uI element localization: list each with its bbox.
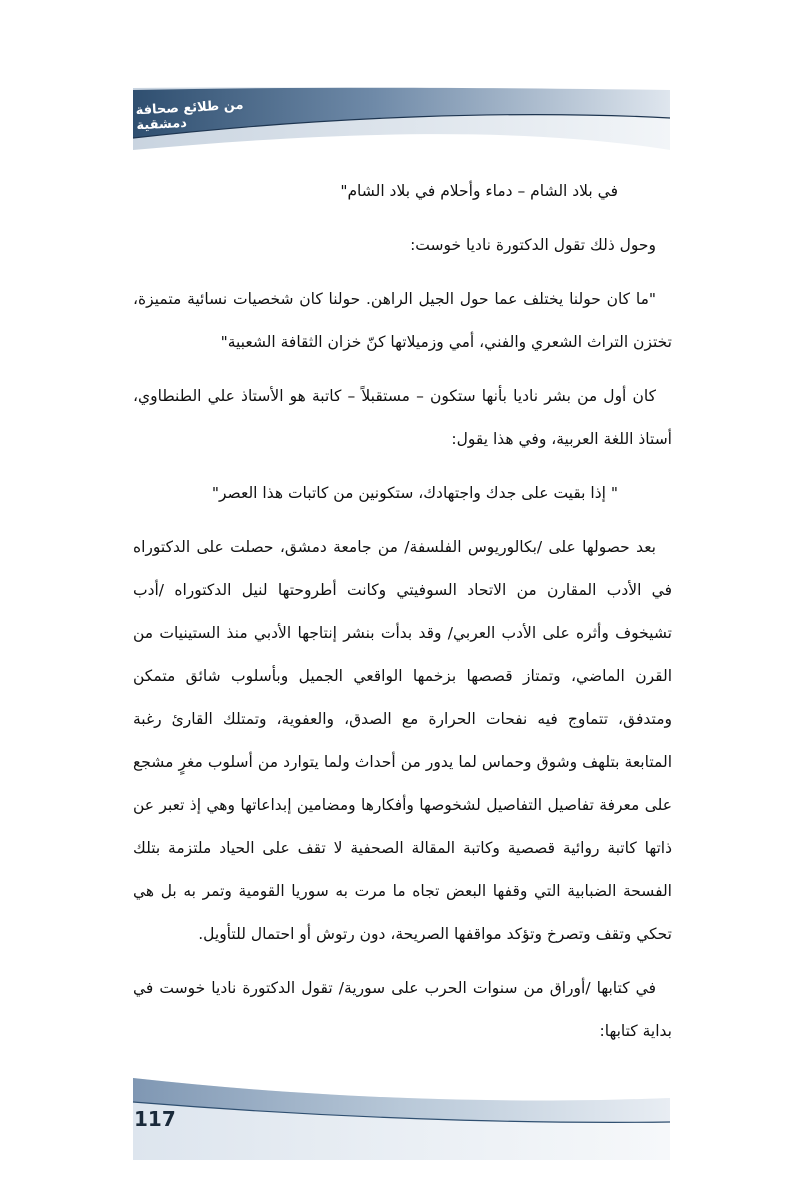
paragraph-4: كان أول من بشر ناديا بأنها ستكون – مستقبلاً – كاتبة هو الأستاذ علي الطنطاوي، أستاذ اللغة العربية، وفي هذا يقول:: [133, 387, 672, 448]
footer-swoosh-band: [0, 1060, 803, 1160]
paragraph-3: "ما كان حولنا يختلف عما حول الجيل الراهن. حولنا كان شخصيات نسائية متميزة، تختزن التراث الشعري والفني، أمي وزميلاتها كنّ خزان الثقافة الشعبية": [133, 290, 672, 351]
header-swoosh-band: [0, 0, 803, 170]
paragraph-7: في كتابها /أوراق من سنوات الحرب على سورية/ تقول الدكتورة ناديا خوست في بداية كتابها:: [133, 979, 672, 1040]
paragraph-1: في بلاد الشام – دماء وأحلام في بلاد الشام": [340, 182, 618, 200]
paragraph-6: بعد حصولها على /بكالوريوس الفلسفة/ من جامعة دمشق، حصلت على الدكتوراه في الأدب المقارن من الاتحاد السوفيتي وكانت أطروحتها لنيل الدكتوراه /أدب تشيخوف وأثره على الأدب العربي/ وقد بدأت بنشر إنتاجها الأدبي منذ الستينيات من القرن الماضي، وتمتاز قصصها بزخمها الواقعي الجميل وبأسلوب شائق متمكن ومتدفق، تتماوج فيه نفحات الحرارة مع الصدق، والعفوية، وتمتلك القارئ رغبة المتابعة بتلهف وشوق وحماس لما يدور من أحداث ولما يتوارد من أسلوب مغرٍ مشجع على معرفة تفاصيل التفاصيل لشخوصها وأفكارها ومضامين إبداعاتها وهي إذ تعبر عن ذاتها كاتبة روائية قصصية وكاتبة المقالة الصحفية لا تقف على الحياد ملتزمة بتلك الفسحة الضبابية التي وقفها البعض تجاه ما مرت به سوريا القومية وتمر به بل هي تحكي وتقف وتصرخ وتؤكد مواقفها الصريحة، دون رتوش أو احتمال للتأويل.: [133, 538, 672, 943]
paragraph-5: " إذا بقيت على جدك واجتهادك، ستكونين من كاتبات هذا العصر": [211, 484, 618, 502]
page-number: 117: [134, 1107, 176, 1131]
body-text: [133, 170, 672, 1053]
header-title: من طلائع صحافة دمشقية: [135, 97, 244, 134]
paragraph-2: وحول ذلك تقول الدكتورة ناديا خوست:: [410, 236, 656, 254]
